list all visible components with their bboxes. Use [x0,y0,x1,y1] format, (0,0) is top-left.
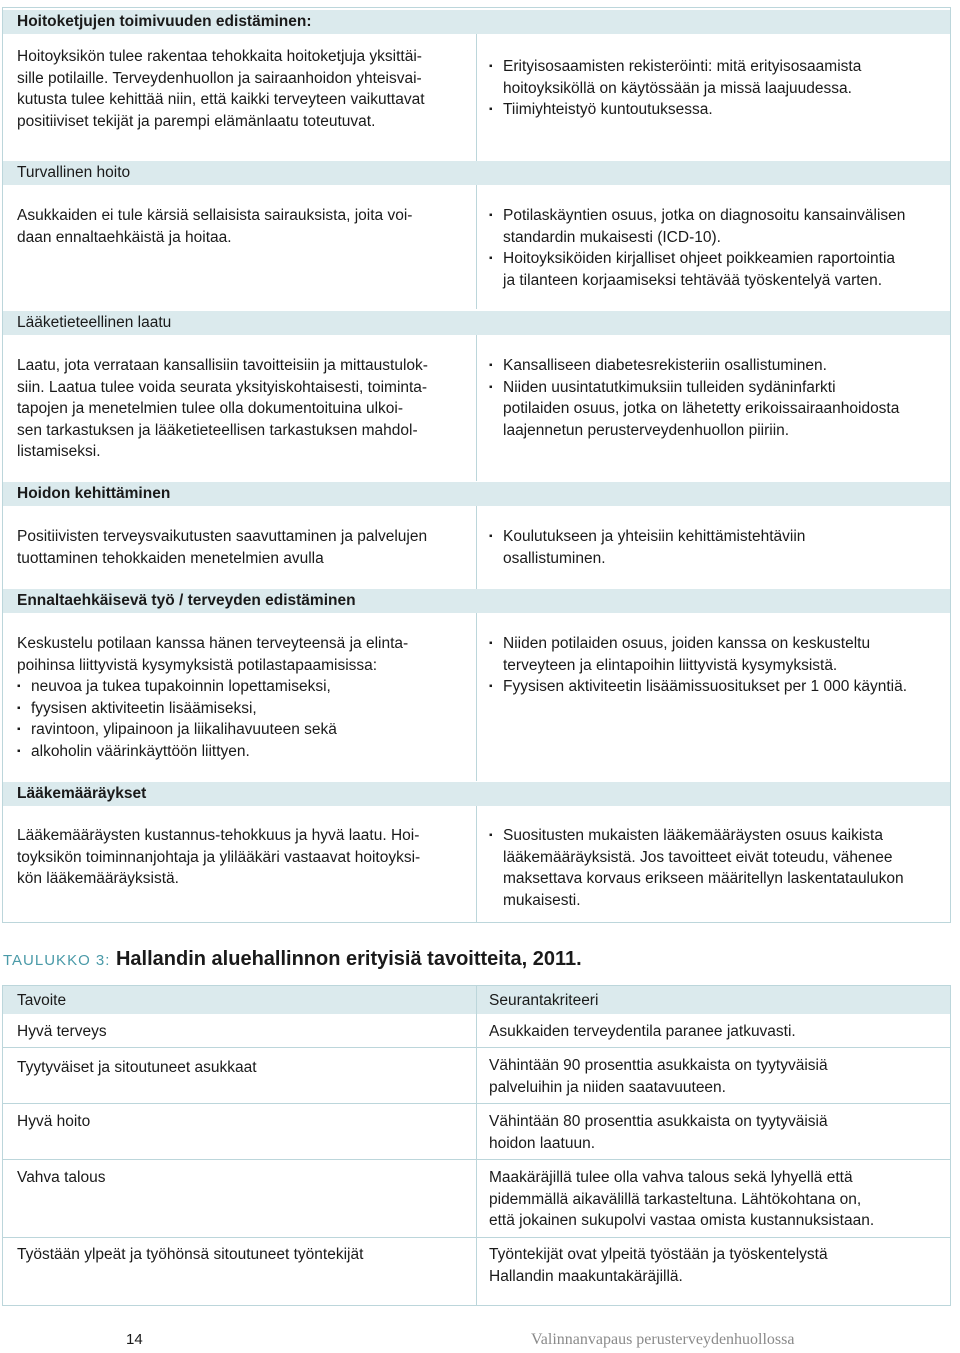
section-title: Hoitoketjujen toimivuuden edistäminen: [17,13,312,30]
section-criteria [489,56,944,121]
column-divider [476,986,477,1305]
list-item: ▪ alkoholin väärinkäyttöön liittyen. [17,741,462,763]
table-cell: Hyvä hoito [17,1113,91,1130]
criteria-item: ▪ Hoitoyksiköiden kirjalliset ohjeet poikkeamien raportointia ja tilanteen korjaamiseksi tehtävää työskentelyä varten. [489,248,944,291]
column-divider [476,185,477,309]
section-heading [3,161,950,185]
section-criteria [489,825,944,911]
page-number: 14 [126,1331,143,1348]
objectives-table [2,7,951,923]
section-title: Turvallinen hoito [17,164,131,181]
section-criteria [489,355,944,441]
criteria-item: ▪ Niiden uusintatutkimuksiin tulleiden sydäninfarkti potilaiden osuus, jotka on lähetetty erikoissairaanhoidosta laajennetun perusterveydenhuollon piiriin. [489,377,944,442]
column-divider [476,806,477,922]
goals-table [2,985,951,1306]
criteria-item: ▪ Koulutukseen ja yhteisiin kehittämistehtäviin osallistuminen. [489,526,944,569]
row-divider [3,1047,950,1048]
table-cell: Vähintään 90 prosenttia asukkaista on tyytyväisiä palveluihin ja niiden saatavuuteen. [489,1057,828,1096]
column-divider [476,613,477,781]
column-divider [476,506,477,589]
section-description: Lääkemääräysten kustannus-tehokkuus ja hyvä laatu. Hoi- toyksikön toiminnanjohtaja ja ylilääkäri vastaavat hoitoyksi- kön lääkemääräyksistä. [17,827,421,887]
criteria-item: ▪ Potilaskäyntien osuus, jotka on diagnosoitu kansainvälisen standardin mukaisesti (ICD-10). [489,205,944,248]
section-title: Ennaltaehkäisevä työ / terveyden edistäminen [17,592,356,609]
criteria-item: ▪ Tiimiyhteistyö kuntoutuksessa. [489,99,944,121]
section-title: Hoidon kehittäminen [17,485,171,502]
section-description: Keskustelu potilaan kanssa hänen terveyteensä ja elinta- poihinsa liittyvistä kysymyksistä potilastapaamisissa: ▪ neuvoa ja tukea tupakoinnin lopettamiseksi, ▪ fyysisen aktiviteetin lisäämiseksi, ▪ ravintoon, ylipainoon ja liikalihavuuteen sekä ▪ alkoholin väärinkäyttöön liittyen. [17,633,462,762]
table-cell: Vahva talous [17,1169,106,1186]
caption-title: Hallandin aluehallinnon erityisiä tavoitteita, 2011. [115,948,582,970]
column-header: Seurantakriteeri [489,992,599,1009]
table-cell: Tyytyväiset ja sitoutuneet asukkaat [17,1059,257,1076]
row-divider [3,1103,950,1104]
table-cell: Vähintään 80 prosenttia asukkaista on tyytyväisiä hoidon laatuun. [489,1113,828,1152]
row-divider [3,1237,950,1238]
caption-label: TAULUKKO 3: [3,952,111,969]
list-item: ▪ neuvoa ja tukea tupakoinnin lopettamiseksi, [17,676,462,698]
footer-title: Valinnanvapaus perusterveydenhuollossa [531,1331,795,1348]
criteria-item: ▪ Suositusten mukaisten lääkemääräysten osuus kaikista lääkemääräyksistä. Jos tavoitteet eivät toteudu, vähenee maksettava korvaus erikseen määritellyn laskentataulukon mukaisesti. [489,825,944,911]
section-title: Lääkemääräykset [17,785,147,802]
section-criteria [489,205,944,291]
criteria-item: ▪ Fyysisen aktiviteetin lisäämissuositukset per 1 000 käyntiä. [489,676,944,698]
section-heading [3,482,950,506]
table-cell: Hyvä terveys [17,1023,107,1040]
criteria-item: ▪ Niiden potilaiden osuus, joiden kanssa on keskusteltu terveyteen ja elintapoihin liittyvistä kysymyksistä. [489,633,944,676]
column-divider [476,335,477,481]
section-title: Lääketieteellinen laatu [17,314,172,331]
section-heading [3,311,950,335]
list-item: ▪ ravintoon, ylipainoon ja liikalihavuuteen sekä [17,719,462,741]
column-header: Tavoite [17,992,67,1009]
section-criteria [489,633,944,698]
table-cell: Asukkaiden terveydentila paranee jatkuvasti. [489,1023,796,1040]
table-cell: Maakäräjillä tulee olla vahva talous sekä lyhyellä että pidemmällä aikavälillä tarkasteltuna. Lähtökohtana on, että jokainen sukupolvi vastaa omista kustannuksistaan. [489,1169,875,1229]
section-description: Hoitoyksikön tulee rakentaa tehokkaita hoitoketjuja yksittäi- sille potilaille. Terveydenhuollon ja sairaanhoidon yhteisvai- kutusta tulee kehittää niin, että kaikki terveyteen vaikuttavat positiiviset tekijät ja parempi elämänlaatu toteutuvat. [17,48,425,130]
section-criteria [489,526,944,569]
list-item: ▪ fyysisen aktiviteetin lisäämiseksi, [17,698,462,720]
table-cell: Työntekijät ovat ylpeitä työstään ja työskentelystä Hallandin maakuntakäräjillä. [489,1246,828,1285]
section-description: Asukkaiden ei tule kärsiä sellaisista sairauksista, joita voi- daan ennaltaehkäistä ja hoitaa. [17,207,413,246]
section-heading [3,782,950,806]
criteria-item: ▪ Kansalliseen diabetesrekisteriin osallistuminen. [489,355,944,377]
table-caption [3,945,582,975]
table-cell: Työstään ylpeät ja työhönsä sitoutuneet työntekijät [17,1246,364,1263]
section-description: Laatu, jota verrataan kansallisiin tavoitteisiin ja mittaustulok- siin. Laatua tulee voida seurata yksityiskohtaisesti, toiminta- tapojen ja menetelmien tulee olla dokumentoituina ulkoi- sen tarkastuksen ja lääketieteellisen tarkastuksen mahdol- listamiseksi. [17,357,428,460]
section-heading [3,589,950,613]
row-divider [3,1159,950,1160]
column-divider [476,34,477,166]
section-description: Positiivisten terveysvaikutusten saavuttaminen ja palvelujen tuottaminen tehokkaiden menetelmien avulla [17,528,428,567]
criteria-item: ▪ Erityisosaamisten rekisteröinti: mitä erityisosaamista hoitoyksiköllä on käytössään ja missä laajuudessa. [489,56,944,99]
section-heading [3,10,950,34]
